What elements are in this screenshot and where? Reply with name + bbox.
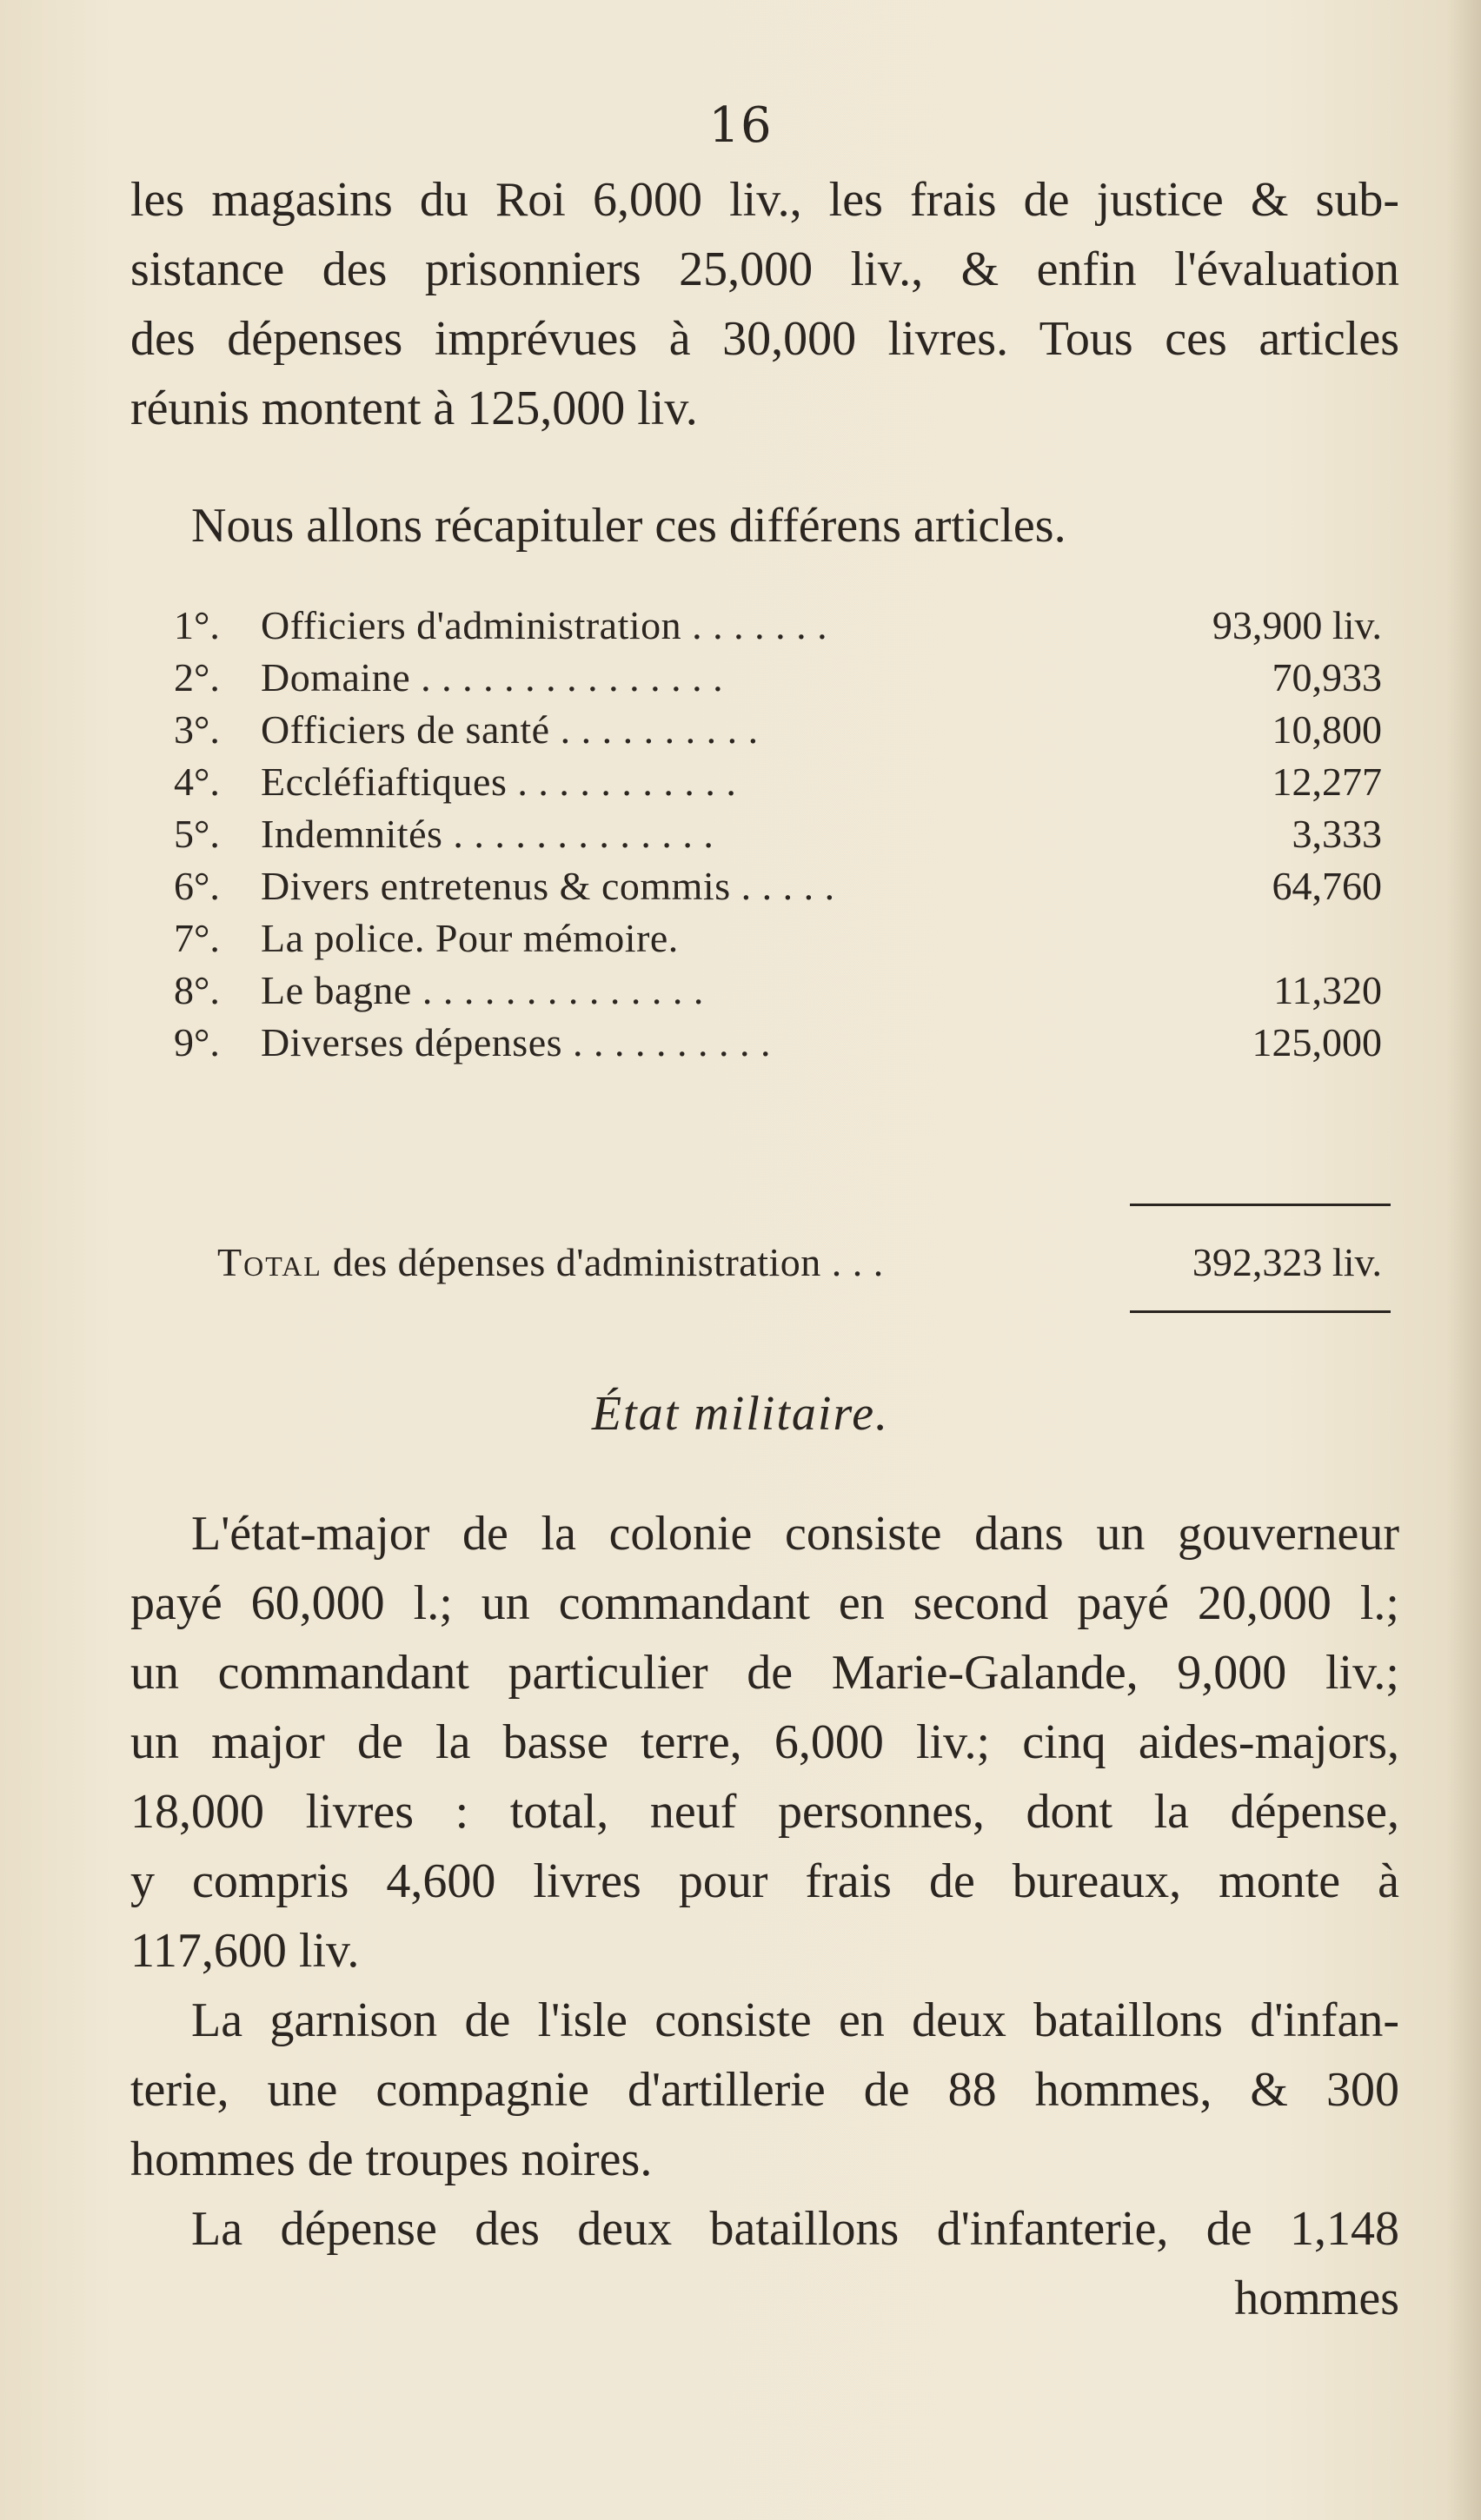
item-number: 8°. [174,968,220,1012]
item-label: Le bagne . . . . . . . . . . . . . . [261,968,704,1012]
opening-paragraph [130,165,1399,443]
text-line: sistance des prisonniers 25,000 liv., & enfin l'évaluation [130,242,1399,296]
expense-item [174,652,1391,704]
expense-item [174,912,1391,965]
item-label: Domaine . . . . . . . . . . . . . . . [261,655,724,700]
total-label: Total des dépenses d'administration . . . [217,1240,884,1284]
item-amount: 10,800 [1272,707,1382,752]
text-line: payé 60,000 l.; un commandant en second payé 20,000 l.; [130,1576,1399,1630]
item-number: 7°. [174,916,220,960]
summary-intro: Nous allons récapituler ces différens articles. [191,499,1066,553]
text-line: un commandant particulier de Marie-Galande, 9,000 liv.; [130,1646,1399,1700]
text-line: hommes de troupes noires. [130,2132,653,2186]
text-line: y compris 4,600 livres pour frais de bureaux, monte à [130,1854,1399,1908]
expense-item [174,808,1391,860]
item-number: 3°. [174,707,220,752]
item-label: Officiers de santé . . . . . . . . . . [261,707,759,752]
item-number: 9°. [174,1020,220,1064]
item-number: 2°. [174,655,220,700]
text-line: des dépenses imprévues à 30,000 livres. Tous ces articles [130,312,1399,366]
military-paragraph-3 [130,2194,1399,2333]
expense-item [174,600,1391,652]
item-amount: 64,760 [1272,864,1382,908]
expense-item [174,860,1391,912]
item-number: 4°. [174,759,220,804]
page-edge-shadow [1446,0,1481,2520]
catchword: hommes [1234,2271,1399,2325]
text-line: terie, une compagnie d'artillerie de 88 hommes, & 300 [130,2063,1399,2117]
item-amount: 11,320 [1273,968,1382,1012]
sum-rule-top [1130,1204,1391,1206]
administration-total [217,1237,1391,1289]
military-paragraph-2 [130,1986,1399,2194]
section-heading: État militaire. [591,1387,890,1441]
item-label: Officiers d'administration . . . . . . . [261,603,828,647]
text-line: réunis montent à 125,000 liv. [130,381,698,435]
item-amount: 70,933 [1272,655,1382,700]
text-line: La dépense des deux bataillons d'infanterie, de 1,148 [191,2202,1399,2256]
item-label: Diverses dépenses . . . . . . . . . . [261,1020,772,1064]
item-amount: 93,900 liv. [1212,603,1382,647]
item-amount: 125,000 [1252,1020,1382,1064]
military-paragraph-1 [130,1499,1399,1986]
item-label: Eccléfiaftiques . . . . . . . . . . . [261,759,737,804]
item-number: 6°. [174,864,220,908]
text-line: 117,600 liv. [130,1924,360,1978]
item-amount: 3,333 [1292,812,1382,856]
expense-item [174,704,1391,756]
total-amount: 392,323 liv. [1192,1240,1382,1284]
text-line: un major de la basse terre, 6,000 liv.; cinq aides-majors, [130,1715,1399,1769]
page-number: 16 [708,97,773,154]
expense-item [174,965,1391,1017]
administration-expense-list [174,600,1391,1069]
item-number: 5°. [174,812,220,856]
expense-item [174,756,1391,808]
sum-rule-bottom [1130,1310,1391,1313]
item-amount: 12,277 [1272,759,1382,804]
item-label: La police. Pour mémoire. [261,916,679,960]
expense-item [174,1017,1391,1069]
item-label: Divers entretenus & commis . . . . . [261,864,835,908]
text-line: les magasins du Roi 6,000 liv., les frais de justice & sub- [130,173,1399,227]
text-line: 18,000 livres : total, neuf personnes, dont la dépense, [130,1785,1399,1839]
text-line: L'état-major de la colonie consiste dans un gouverneur [191,1507,1399,1561]
item-number: 1°. [174,603,220,647]
text-line: La garnison de l'isle consiste en deux bataillons d'infan- [191,1993,1399,2047]
item-label: Indemnités . . . . . . . . . . . . . [261,812,714,856]
